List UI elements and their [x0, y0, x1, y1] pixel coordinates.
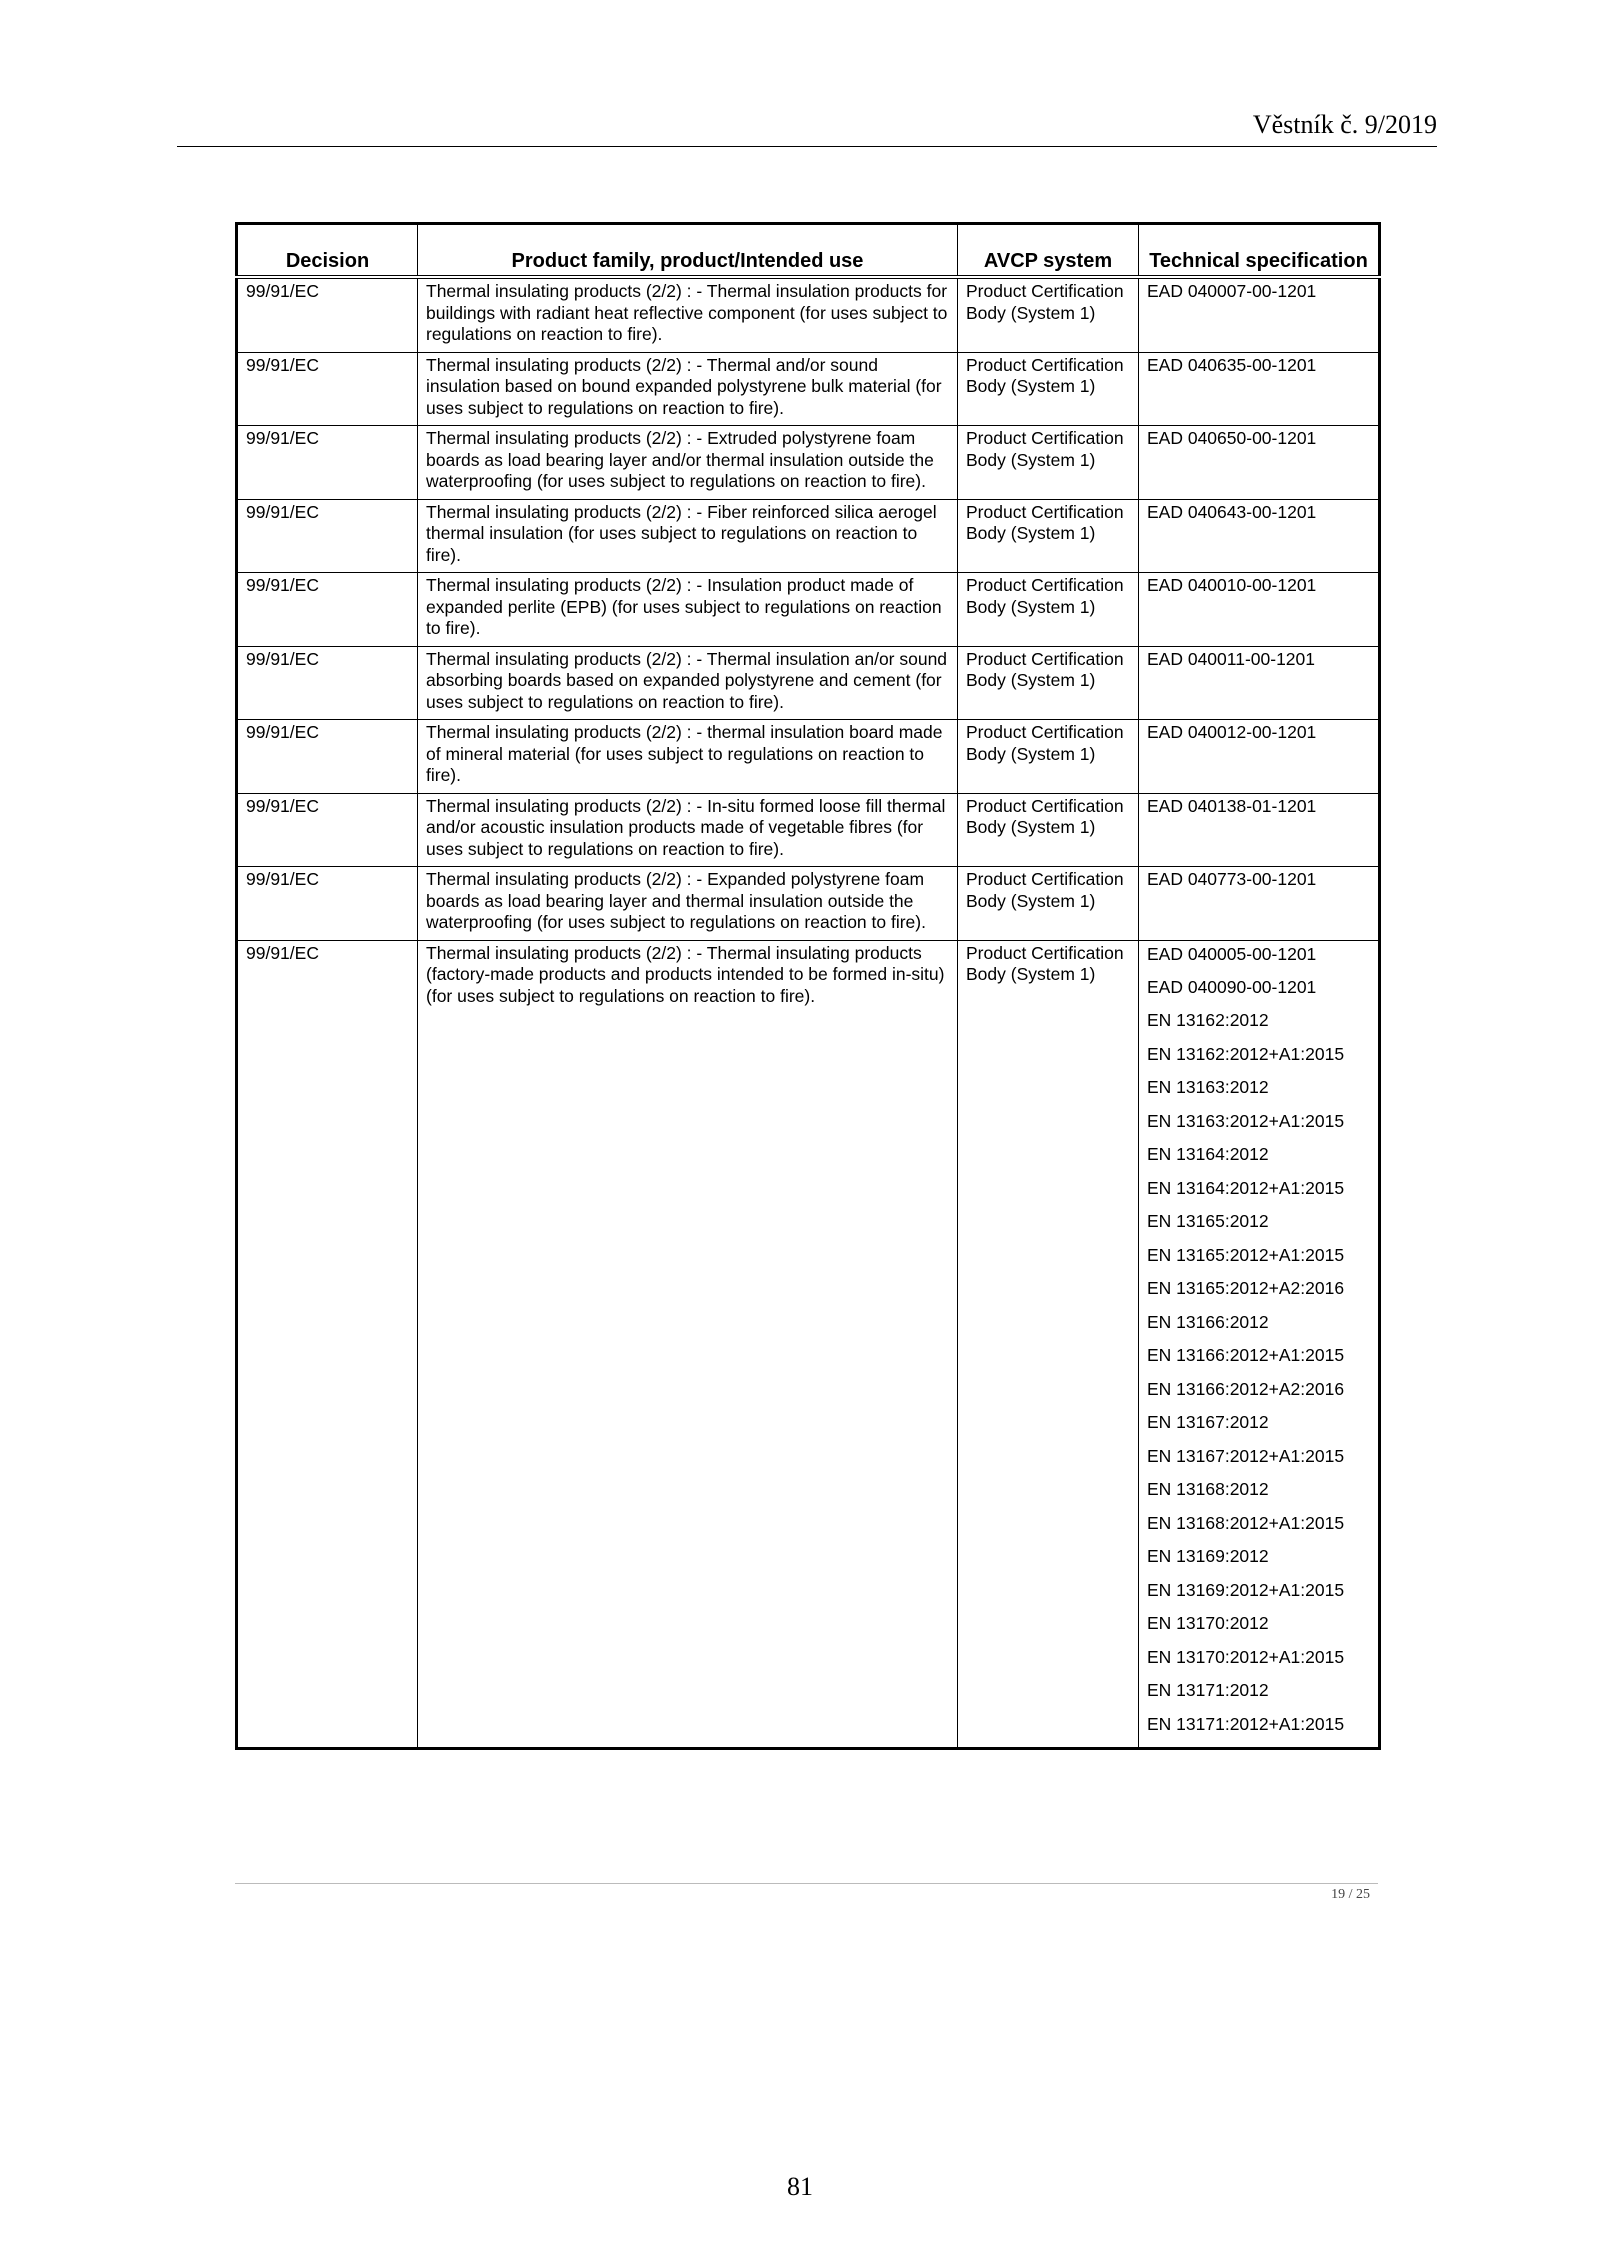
specification-item: EN 13164:2012	[1147, 1144, 1269, 1164]
specification-item: EN 13166:2012+A1:2015	[1147, 1345, 1345, 1365]
table-row	[237, 573, 1380, 647]
specification-item: EAD 040011-00-1201	[1147, 648, 1315, 669]
specification-item: EN 13167:2012+A1:2015	[1147, 1445, 1345, 1466]
decision-cell: 99/91/EC	[237, 793, 418, 867]
avcp-cell: Product Certification Body (System 1)	[958, 646, 1139, 720]
column-header-technical-specification: Technical specification	[1139, 224, 1380, 278]
specification-item: EN 13171:2012+A1:2015	[1147, 1713, 1345, 1734]
column-header-decision: Decision	[237, 224, 418, 278]
specification-item: EN 13163:2012	[1147, 1077, 1269, 1097]
specification-item: EN 13165:2012	[1147, 1211, 1269, 1231]
technical-specification-cell	[1139, 940, 1380, 1749]
decision-cell: 99/91/EC	[237, 277, 418, 352]
specification-item: EN 13169:2012	[1147, 1546, 1269, 1566]
avcp-cell: Product Certification Body (System 1)	[958, 867, 1139, 941]
decision-cell: 99/91/EC	[237, 426, 418, 500]
specification-item: EAD 040005-00-1201	[1147, 943, 1317, 964]
technical-specification-cell	[1139, 352, 1380, 426]
product-cell: Thermal insulating products (2/2) : - Thermal and/or sound insulation based on bound expanded polystyrene bulk material (for uses subject to regulations on reaction to fire).	[418, 352, 958, 426]
table-row	[237, 352, 1380, 426]
specification-item: EN 13162:2012+A1:2015	[1147, 1043, 1345, 1064]
table-row	[237, 940, 1380, 1749]
footer-page-ratio: 19 / 25	[1331, 1887, 1370, 1902]
specification-item: EN 13169:2012+A1:2015	[1147, 1579, 1345, 1600]
product-cell: Thermal insulating products (2/2) : - Thermal insulating products (factory-made products and products intended to be formed in-situ) (for uses subject to regulations on reaction to fire).	[418, 940, 958, 1749]
specification-item: EAD 040090-00-1201	[1147, 976, 1317, 997]
specification-item: EN 13170:2012	[1147, 1613, 1269, 1633]
decision-cell: 99/91/EC	[237, 646, 418, 720]
specification-item: EN 13165:2012+A1:2015	[1147, 1244, 1345, 1265]
decision-cell: 99/91/EC	[237, 352, 418, 426]
product-cell: Thermal insulating products (2/2) : - Thermal insulation products for buildings with radiant heat reflective component (for uses subject to regulations on reaction to fire).	[418, 277, 958, 352]
decision-cell: 99/91/EC	[237, 867, 418, 941]
table-row	[237, 646, 1380, 720]
column-header-product: Product family, product/Intended use	[418, 224, 958, 278]
avcp-cell: Product Certification Body (System 1)	[958, 499, 1139, 573]
product-cell: Thermal insulating products (2/2) : - thermal insulation board made of mineral material (for uses subject to regulations on reaction to fire).	[418, 720, 958, 794]
specification-item: EN 13166:2012+A2:2016	[1147, 1378, 1345, 1399]
avcp-cell: Product Certification Body (System 1)	[958, 573, 1139, 647]
product-cell: Thermal insulating products (2/2) : - Expanded polystyrene foam boards as load bearing layer and thermal insulation outside the waterproofing (for uses subject to regulations on reaction to fire).	[418, 867, 958, 941]
journal-title: Věstník č. 9/2019	[1252, 110, 1437, 139]
specification-item: EN 13165:2012+A2:2016	[1147, 1278, 1345, 1298]
technical-specification-cell	[1139, 277, 1380, 352]
decision-cell: 99/91/EC	[237, 573, 418, 647]
technical-specification-cell	[1139, 867, 1380, 941]
specification-item: EN 13164:2012+A1:2015	[1147, 1177, 1345, 1198]
technical-specification-cell	[1139, 426, 1380, 500]
product-cell: Thermal insulating products (2/2) : - Extruded polystyrene foam boards as load bearing layer and/or thermal insulation outside the waterproofing (for uses subject to regulations on reaction to fire).	[418, 426, 958, 500]
table-row	[237, 426, 1380, 500]
specification-item: EAD 040007-00-1201	[1147, 281, 1317, 301]
technical-specification-cell	[1139, 499, 1380, 573]
specification-item: EAD 040635-00-1201	[1147, 354, 1317, 375]
specification-item: EN 13163:2012+A1:2015	[1147, 1110, 1345, 1131]
product-cell: Thermal insulating products (2/2) : - Insulation product made of expanded perlite (EPB) (for uses subject to regulations on reaction to fire).	[418, 573, 958, 647]
avcp-cell: Product Certification Body (System 1)	[958, 940, 1139, 1749]
product-cell: Thermal insulating products (2/2) : - Thermal insulation an/or sound absorbing boards based on expanded polystyrene and cement (for uses subject to regulations on reaction to fire).	[418, 646, 958, 720]
technical-specification-cell	[1139, 573, 1380, 647]
decision-cell: 99/91/EC	[237, 499, 418, 573]
specification-item: EAD 040138-01-1201	[1147, 795, 1317, 816]
table-row	[237, 793, 1380, 867]
technical-specification-cell	[1139, 793, 1380, 867]
technical-specification-cell	[1139, 646, 1380, 720]
specification-item: EN 13171:2012	[1147, 1680, 1269, 1700]
avcp-cell: Product Certification Body (System 1)	[958, 426, 1139, 500]
technical-specification-cell	[1139, 720, 1380, 794]
avcp-cell: Product Certification Body (System 1)	[958, 793, 1139, 867]
specification-item: EN 13168:2012	[1147, 1479, 1269, 1499]
page-number: 81	[787, 2172, 813, 2201]
table-row	[237, 499, 1380, 573]
decisions-table	[235, 222, 1381, 1750]
column-header-avcp: AVCP system	[958, 224, 1139, 278]
avcp-cell: Product Certification Body (System 1)	[958, 277, 1139, 352]
product-cell: Thermal insulating products (2/2) : - Fiber reinforced silica aerogel thermal insulation (for uses subject to regulations on reaction to fire).	[418, 499, 958, 573]
specification-item: EAD 040773-00-1201	[1147, 869, 1317, 889]
page-header	[177, 110, 1437, 147]
avcp-cell: Product Certification Body (System 1)	[958, 720, 1139, 794]
footer-divider	[235, 1883, 1378, 1884]
table-row	[237, 277, 1380, 352]
product-cell: Thermal insulating products (2/2) : - In-situ formed loose fill thermal and/or acoustic insulation products made of vegetable fibres (for uses subject to regulations on reaction to fire).	[418, 793, 958, 867]
table-row	[237, 867, 1380, 941]
table-header-row	[237, 224, 1380, 278]
decision-cell: 99/91/EC	[237, 720, 418, 794]
table-body	[237, 277, 1380, 1749]
specification-item: EN 13170:2012+A1:2015	[1147, 1646, 1345, 1667]
table-row	[237, 720, 1380, 794]
specification-item: EN 13168:2012+A1:2015	[1147, 1512, 1345, 1533]
avcp-cell: Product Certification Body (System 1)	[958, 352, 1139, 426]
specification-item: EAD 040650-00-1201	[1147, 428, 1317, 448]
specification-item: EAD 040010-00-1201	[1147, 575, 1317, 595]
specification-item: EN 13167:2012	[1147, 1412, 1269, 1432]
specification-item: EAD 040012-00-1201	[1147, 722, 1317, 742]
specification-item: EN 13162:2012	[1147, 1010, 1269, 1030]
specification-item: EAD 040643-00-1201	[1147, 501, 1317, 522]
specification-item: EN 13166:2012	[1147, 1311, 1269, 1332]
decision-cell: 99/91/EC	[237, 940, 418, 1749]
